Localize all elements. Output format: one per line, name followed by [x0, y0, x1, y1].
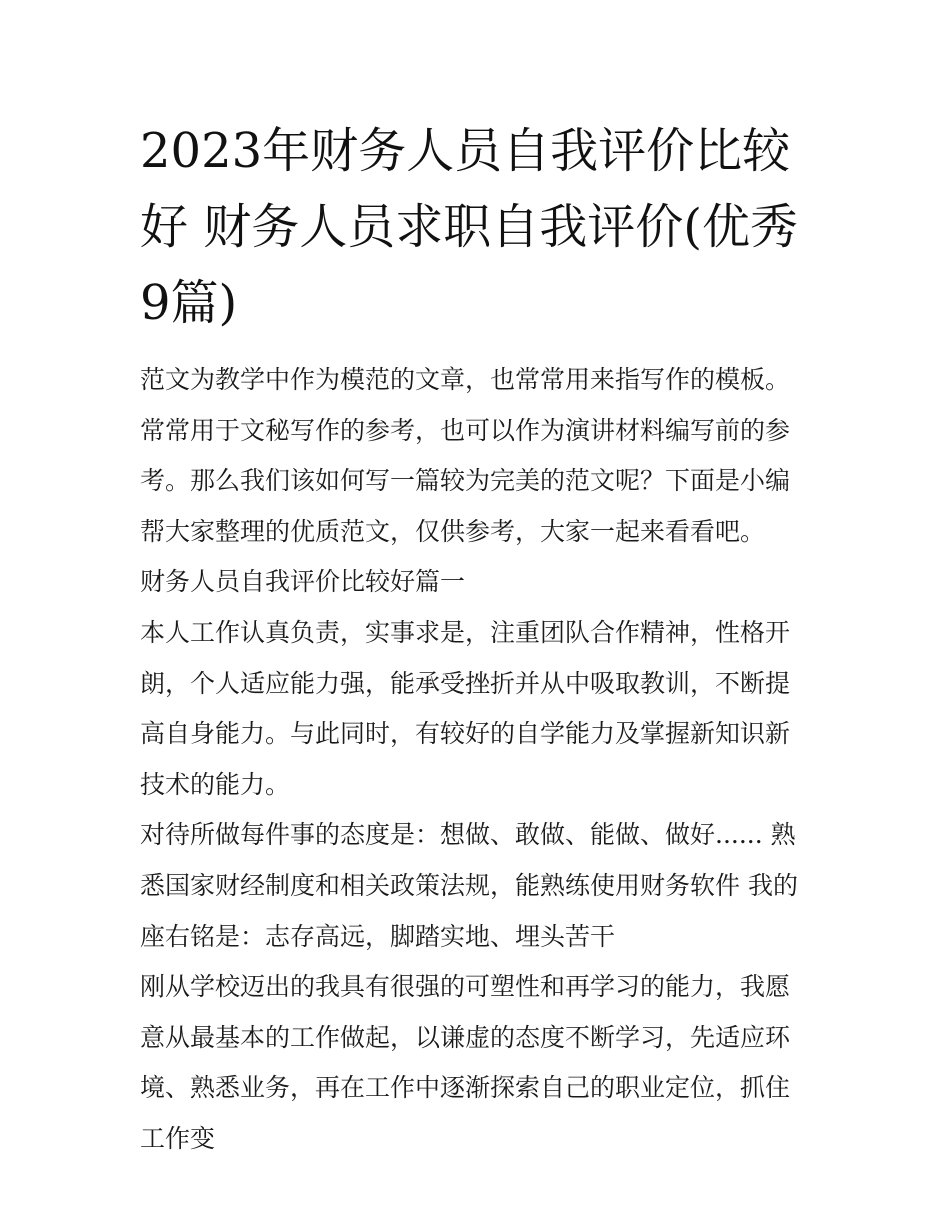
section-heading: 财务人员自我评价比较好篇一	[140, 567, 466, 597]
document-body	[140, 355, 812, 1165]
body-paragraph: 本人工作认真负责，实事求是，注重团队合作精神，性格开朗，个人适应能力强，能承受挫折并从中吸取教训，不断提高自身能力。与此同时，有较好的自学能力及掌握新知识新技术的能力。	[140, 617, 791, 799]
intro-paragraph: 范文为教学中作为模范的文章，也常常用来指写作的模板。常常用于文秘写作的参考，也可以作为演讲材料编写前的参考。那么我们该如何写一篇较为完美的范文呢？下面是小编帮大家整理的优质范文，仅供参考，大家一起来看看吧。	[140, 365, 791, 546]
body-paragraph: 对待所做每件事的态度是：想做、敢做、能做、做好...... 熟悉国家财经制度和相关政策法规，能熟练使用财务软件 我的座右铭是：志存高远，脚踏实地、埋头苦干	[140, 820, 798, 951]
body-paragraph: 刚从学校迈出的我具有很强的可塑性和再学习的能力，我愿意从最基本的工作做起，以谦虚的态度不断学习，先适应环境、熟悉业务，再在工作中逐渐探索自己的职业定位，抓住工作变	[140, 972, 791, 1153]
document-title: 2023年财务人员自我评价比较好 财务人员求职自我评价(优秀9篇)	[140, 123, 798, 331]
